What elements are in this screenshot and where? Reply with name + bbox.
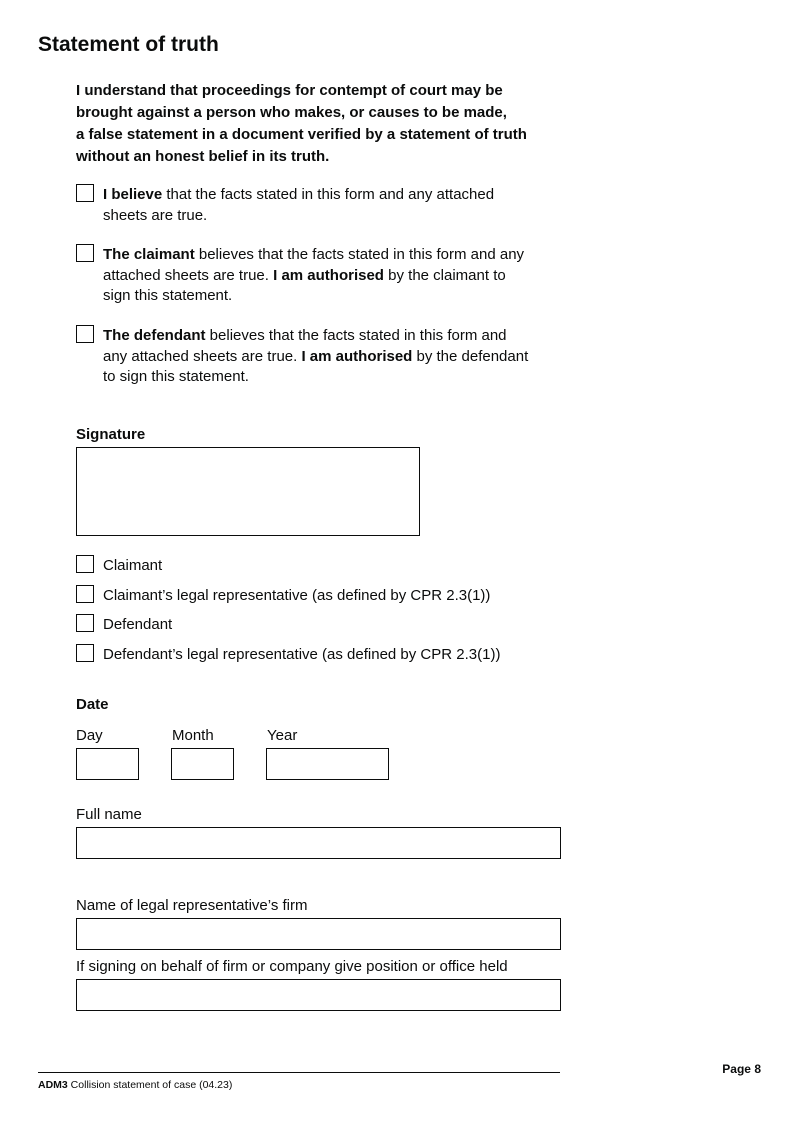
defendant-checkbox[interactable] (76, 614, 94, 632)
day-field[interactable] (76, 748, 139, 780)
defendant-legal-rep-checkbox[interactable] (76, 644, 94, 662)
claimant-legal-rep-option-label: Claimant’s legal representative (as defined by CPR 2.3(1)) (103, 587, 491, 604)
firm-name-label: Name of legal representative’s firm (76, 897, 308, 914)
contempt-warning-line: without an honest belief in its truth. (76, 148, 330, 165)
claimant-believes-checkbox[interactable] (76, 244, 94, 262)
full-name-label: Full name (76, 806, 142, 823)
defendant-legal-rep-option-label: Defendant’s legal representative (as defined by CPR 2.3(1)) (103, 646, 501, 663)
footer-divider (38, 1072, 560, 1073)
defendant-option-label: Defendant (103, 616, 173, 633)
page-number: Page 8 (722, 1062, 761, 1076)
claimant-checkbox[interactable] (76, 555, 94, 573)
claimant-option-label: Claimant (103, 557, 163, 574)
defendant-believes-checkbox[interactable] (76, 325, 94, 343)
page-title: Statement of truth (38, 33, 219, 56)
date-label: Date (76, 696, 109, 713)
position-label: If signing on behalf of firm or company give position or office held (76, 958, 508, 975)
statement-text: that the facts stated in this form and any attached (162, 186, 495, 203)
defendant-believes-statement (103, 326, 573, 388)
signature-label: Signature (76, 426, 146, 443)
year-field[interactable] (266, 748, 389, 780)
statement-bold: I am authorised (273, 266, 384, 284)
statement-text: sign this statement. (103, 287, 233, 304)
i-believe-statement (103, 185, 573, 226)
contempt-warning-line: brought against a person who makes, or causes to be made, (76, 104, 507, 121)
statement-bold: The defendant (103, 327, 206, 344)
claimant-legal-rep-checkbox[interactable] (76, 585, 94, 603)
statement-text: attached sheets are true. (103, 266, 274, 284)
contempt-warning-line: a false statement in a document verified by a statement of truth (76, 126, 527, 143)
statement-text: sheets are true. (103, 206, 208, 224)
month-field[interactable] (171, 748, 234, 780)
signature-box[interactable] (76, 447, 420, 536)
statement-text: believes that the facts stated in this form and any (194, 246, 525, 263)
statement-text: by the defendant (412, 347, 529, 365)
position-field[interactable] (76, 979, 561, 1011)
statement-bold: The claimant (103, 246, 195, 263)
month-label: Month (172, 727, 214, 744)
claimant-believes-statement (103, 245, 573, 307)
statement-bold: I am authorised (301, 347, 413, 365)
statement-text: to sign this statement. (103, 368, 249, 385)
form-code: ADM3 (38, 1079, 68, 1091)
firm-name-field[interactable] (76, 918, 561, 950)
footer-form-reference (38, 1079, 232, 1091)
form-title: Collision statement of case (04.23) (67, 1079, 233, 1091)
year-label: Year (267, 727, 298, 744)
full-name-field[interactable] (76, 827, 561, 859)
statement-text: any attached sheets are true. (103, 347, 302, 365)
contempt-warning (76, 80, 576, 168)
statement-text: by the claimant to (383, 266, 506, 284)
contempt-warning-line: I understand that proceedings for contempt of court may be (76, 82, 503, 99)
statement-text: believes that the facts stated in this form and (205, 327, 507, 344)
i-believe-checkbox[interactable] (76, 184, 94, 202)
statement-bold: I believe (103, 186, 163, 203)
day-label: Day (76, 727, 103, 744)
